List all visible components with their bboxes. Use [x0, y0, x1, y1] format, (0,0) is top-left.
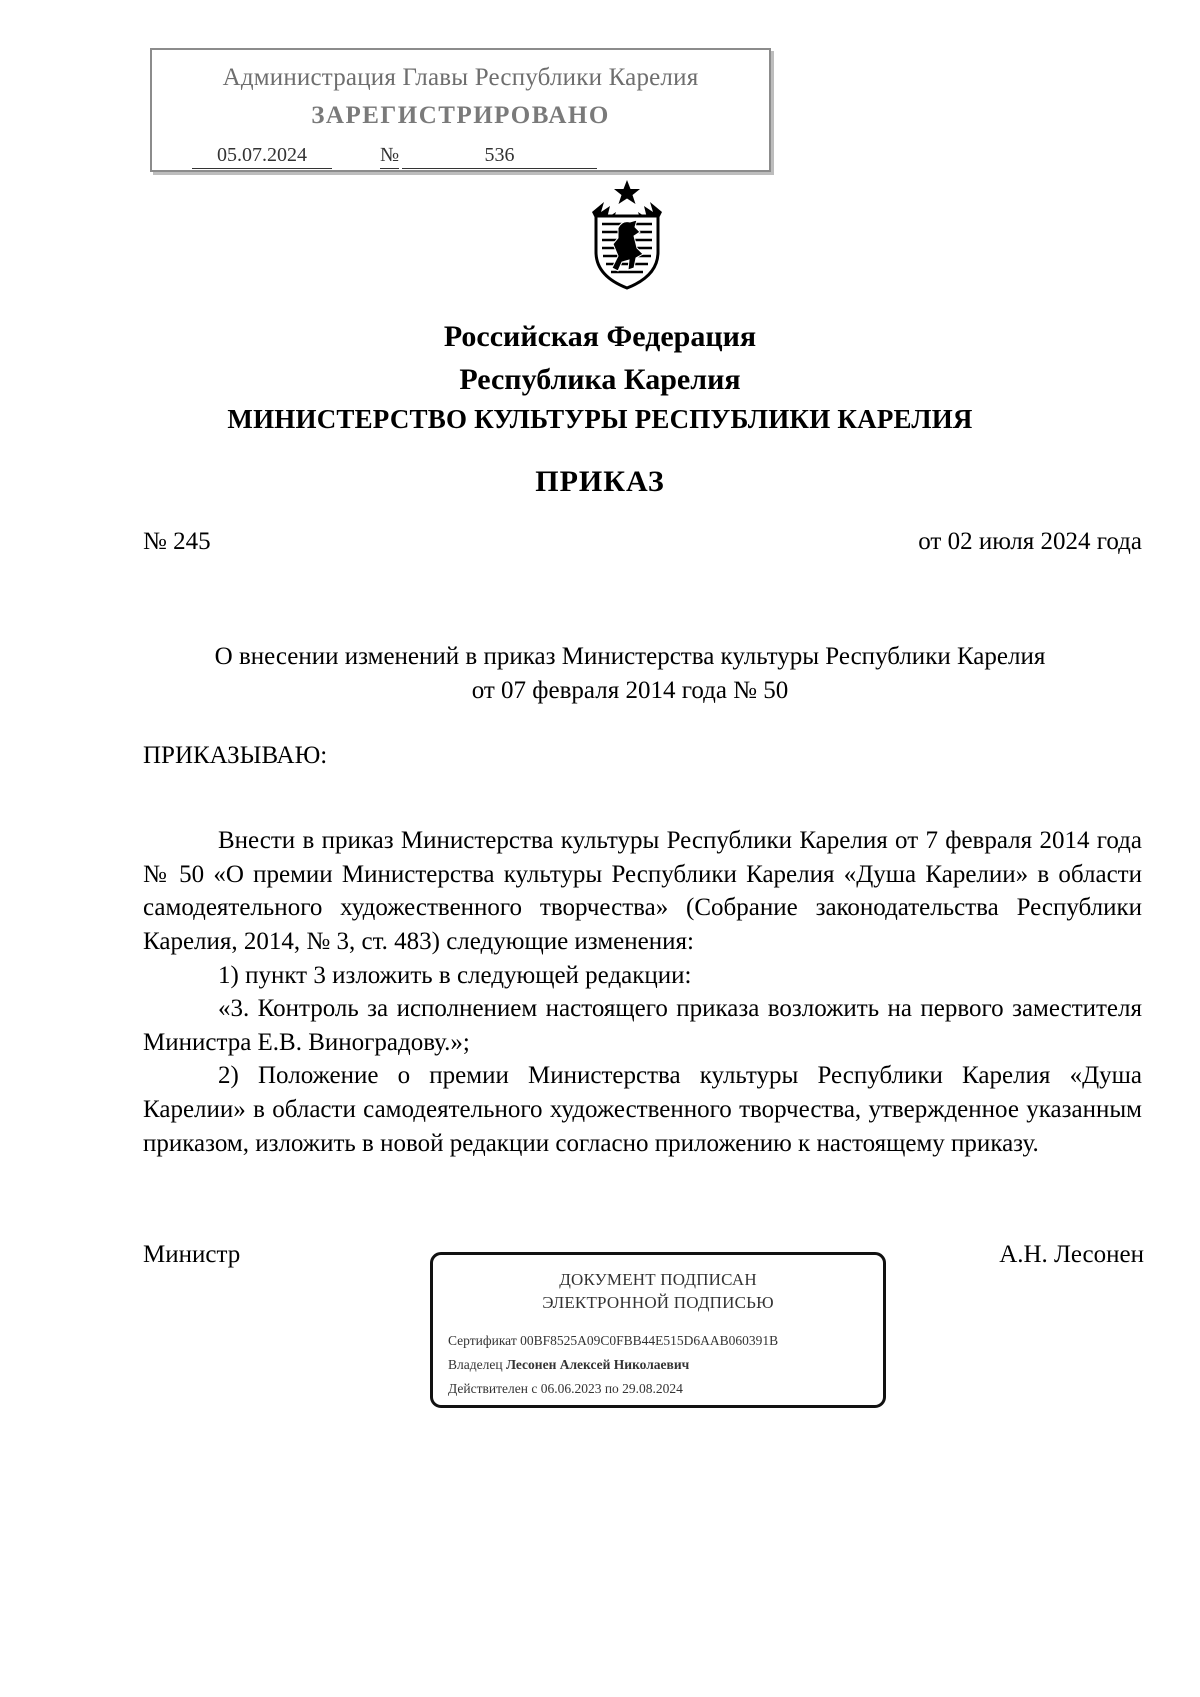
order-body: [143, 824, 1142, 1160]
esign-owner-value: Лесонен Алексей Николаевич: [505, 1357, 690, 1372]
order-subject-line-1: О внесении изменений в приказ Министерства культуры Республики Карелия: [214, 643, 1046, 670]
esign-certificate-label: Сертификат: [448, 1333, 517, 1348]
command-word: ПРИКАЗЫВАЮ:: [143, 742, 328, 769]
order-subject-line-2: от 07 февраля 2014 года № 50: [471, 676, 789, 704]
esign-title-line-2: ЭЛЕКТРОННОЙ ПОДПИСЬЮ: [542, 1293, 774, 1312]
body-paragraph: 2) Положение о премии Министерства культуры Республики Карелия «Душа Карелии» в области самодеятельного художественного творчества, утвержденное указанным приказом, изложить в новой редакции согласно приложению к настоящему приказу.: [143, 1062, 1142, 1157]
esign-valid-from: 06.06.2023: [540, 1381, 602, 1396]
registration-number-label: №: [380, 144, 399, 169]
document-type-heading: ПРИКАЗ: [535, 465, 665, 498]
esign-valid-from-label: с: [531, 1381, 538, 1396]
registration-number: 536: [402, 144, 597, 169]
esign-valid-to: 29.08.2024: [622, 1381, 683, 1396]
registration-stamp: [150, 48, 771, 172]
body-paragraph: «3. Контроль за исполнением настоящего приказа возложить на первого заместителя Министра Е.В. Виноградову.»;: [143, 995, 1142, 1056]
body-paragraph: 1) пункт 3 изложить в следующей редакции:: [218, 961, 692, 989]
registration-date: 05.07.2024: [192, 144, 332, 169]
body-paragraph: Внести в приказ Министерства культуры Республики Карелия от 7 февраля 2014 года № 50 «О премии Министерства культуры Республики Карелия «Душа Карелии» в области самодеятельного художественного творчества» (Собрание законодательства Республики Карелия, 2014, № 3, ст. 483) следующие изменения:: [143, 827, 1142, 955]
esign-certificate-value: 00BF8525A09C0FBB44E515D6AAB060391B: [520, 1333, 779, 1348]
republic-heading: Республика Карелия: [459, 363, 741, 396]
esign-validity-row: [448, 1381, 683, 1397]
ministry-heading: МИНИСТЕРСТВО КУЛЬТУРЫ РЕСПУБЛИКИ КАРЕЛИЯ: [227, 404, 973, 434]
country-heading: Российская Федерация: [443, 320, 757, 353]
karelia-coat-of-arms-icon: [582, 178, 672, 290]
signer-title: Министр: [143, 1241, 241, 1268]
esign-title-line-1: ДОКУМЕНТ ПОДПИСАН: [559, 1270, 757, 1289]
registration-authority: Администрация Главы Республики Карелия: [222, 64, 699, 91]
esign-valid-to-label: по: [604, 1381, 619, 1396]
electronic-signature-stamp: [430, 1252, 886, 1408]
esign-valid-label: Действителен: [448, 1381, 528, 1396]
order-number: № 245: [143, 528, 211, 555]
esign-owner-row: [448, 1357, 689, 1373]
registration-status: ЗАРЕГИСТРИРОВАНО: [311, 102, 610, 129]
esign-certificate-row: [448, 1333, 778, 1349]
signer-name: А.Н. Лесонен: [999, 1241, 1144, 1268]
order-date: от 02 июля 2024 года: [918, 528, 1142, 555]
esign-owner-label: Владелец: [448, 1357, 503, 1372]
order-subject: [140, 640, 1120, 707]
